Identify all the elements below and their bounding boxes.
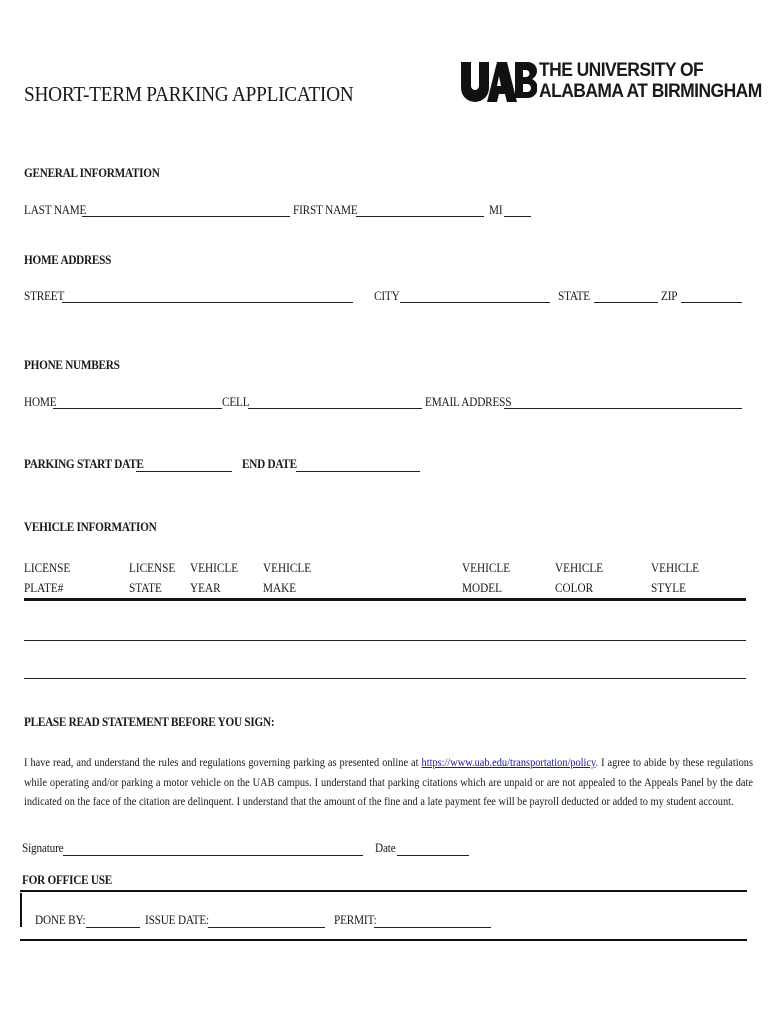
- vehicle-col-style: [651, 558, 699, 598]
- general-info-heading: GENERAL INFORMATION: [24, 166, 160, 180]
- cell-phone-field[interactable]: [248, 408, 422, 409]
- last-name-label: LAST NAME: [24, 203, 87, 217]
- col-header-line: COLOR: [555, 581, 594, 595]
- vehicle-col-license-plate: [24, 558, 70, 598]
- phone-numbers-heading: PHONE NUMBERS: [24, 358, 120, 372]
- office-use-heading: FOR OFFICE USE: [22, 873, 112, 887]
- col-header-line: MAKE: [263, 581, 297, 595]
- logo-line-1: THE UNIVERSITY OF: [539, 60, 704, 81]
- uab-logo: [459, 58, 762, 106]
- end-date-field[interactable]: [296, 471, 420, 472]
- city-field[interactable]: [400, 302, 550, 303]
- col-header-line: VEHICLE: [190, 561, 239, 575]
- parking-start-date-label: PARKING START DATE: [24, 457, 144, 471]
- page-title: SHORT-TERM PARKING APPLICATION: [24, 82, 354, 106]
- issue-date-field[interactable]: [208, 927, 325, 928]
- col-header-line: YEAR: [190, 581, 221, 595]
- col-header-line: VEHICLE: [263, 561, 312, 575]
- statement-heading: PLEASE READ STATEMENT BEFORE YOU SIGN:: [24, 715, 275, 729]
- col-header-line: MODEL: [462, 581, 503, 595]
- mi-field[interactable]: [504, 216, 531, 217]
- end-date-label: END DATE: [242, 457, 297, 471]
- col-header-line: VEHICLE: [555, 561, 604, 575]
- home-phone-field[interactable]: [53, 408, 222, 409]
- first-name-field[interactable]: [356, 216, 484, 217]
- vehicle-col-license-state: [129, 558, 175, 598]
- parking-start-date-field[interactable]: [136, 471, 232, 472]
- col-header-line: LICENSE: [24, 561, 71, 575]
- vehicle-row-1-field[interactable]: [24, 640, 746, 641]
- vehicle-col-model: [462, 558, 510, 598]
- vehicle-row-2-field[interactable]: [24, 678, 746, 679]
- col-header-line: PLATE#: [24, 581, 64, 595]
- col-header-line: STATE: [129, 581, 162, 595]
- last-name-field[interactable]: [82, 216, 290, 217]
- state-field[interactable]: [594, 302, 658, 303]
- signature-date-label: Date: [375, 841, 396, 855]
- logo-line-2: ALABAMA AT BIRMINGHAM: [539, 81, 762, 102]
- statement-text-after: . I agree to abide by these regulations while operating and/or parking a motor vehicle on the UAB campus. I understand that parking citations which are unpaid or are not appealed to the Appeals Panel by the date indicated on the face of the citation are delinquent. I understand that the amount of the fine and a late payment fee will be payroll deducted or added to my student account.: [24, 757, 753, 808]
- permit-field[interactable]: [374, 927, 491, 928]
- street-field[interactable]: [62, 302, 353, 303]
- col-header-line: VEHICLE: [651, 561, 700, 575]
- vehicle-col-year: [190, 558, 238, 598]
- policy-link[interactable]: https://www.uab.edu/transportation/policy: [421, 757, 596, 769]
- col-header-line: LICENSE: [129, 561, 176, 575]
- state-label: STATE: [558, 289, 590, 303]
- cell-phone-label: CELL: [222, 395, 250, 409]
- col-header-line: VEHICLE: [462, 561, 511, 575]
- uab-logo-text: [539, 60, 762, 102]
- zip-field[interactable]: [681, 302, 742, 303]
- signature-label: Signature: [22, 841, 64, 855]
- email-field[interactable]: [504, 408, 742, 409]
- office-box-left: [20, 893, 22, 927]
- signature-date-field[interactable]: [397, 855, 469, 856]
- city-label: CITY: [374, 289, 400, 303]
- uab-logo-mark: [459, 58, 537, 104]
- permit-label: PERMIT:: [334, 913, 377, 927]
- first-name-label: FIRST NAME: [293, 203, 358, 217]
- signature-field[interactable]: [63, 855, 363, 856]
- statement-text: [24, 754, 753, 813]
- vehicle-col-color: [555, 558, 603, 598]
- street-label: STREET: [24, 289, 65, 303]
- vehicle-header-divider: [24, 598, 746, 601]
- home-address-heading: HOME ADDRESS: [24, 253, 112, 267]
- vehicle-info-heading: VEHICLE INFORMATION: [24, 520, 157, 534]
- statement-text-before: I have read, and understand the rules and regulations governing parking as presented online at: [24, 757, 422, 769]
- done-by-field[interactable]: [86, 927, 140, 928]
- home-phone-label: HOME: [24, 395, 57, 409]
- mi-label: MI: [489, 203, 503, 217]
- zip-label: ZIP: [661, 289, 678, 303]
- office-box-bottom: [20, 939, 747, 941]
- email-label: EMAIL ADDRESS: [425, 395, 512, 409]
- done-by-label: DONE BY:: [35, 913, 86, 927]
- vehicle-col-make: [263, 558, 311, 598]
- issue-date-label: ISSUE DATE:: [145, 913, 209, 927]
- office-box-top: [20, 890, 747, 892]
- col-header-line: STYLE: [651, 581, 687, 595]
